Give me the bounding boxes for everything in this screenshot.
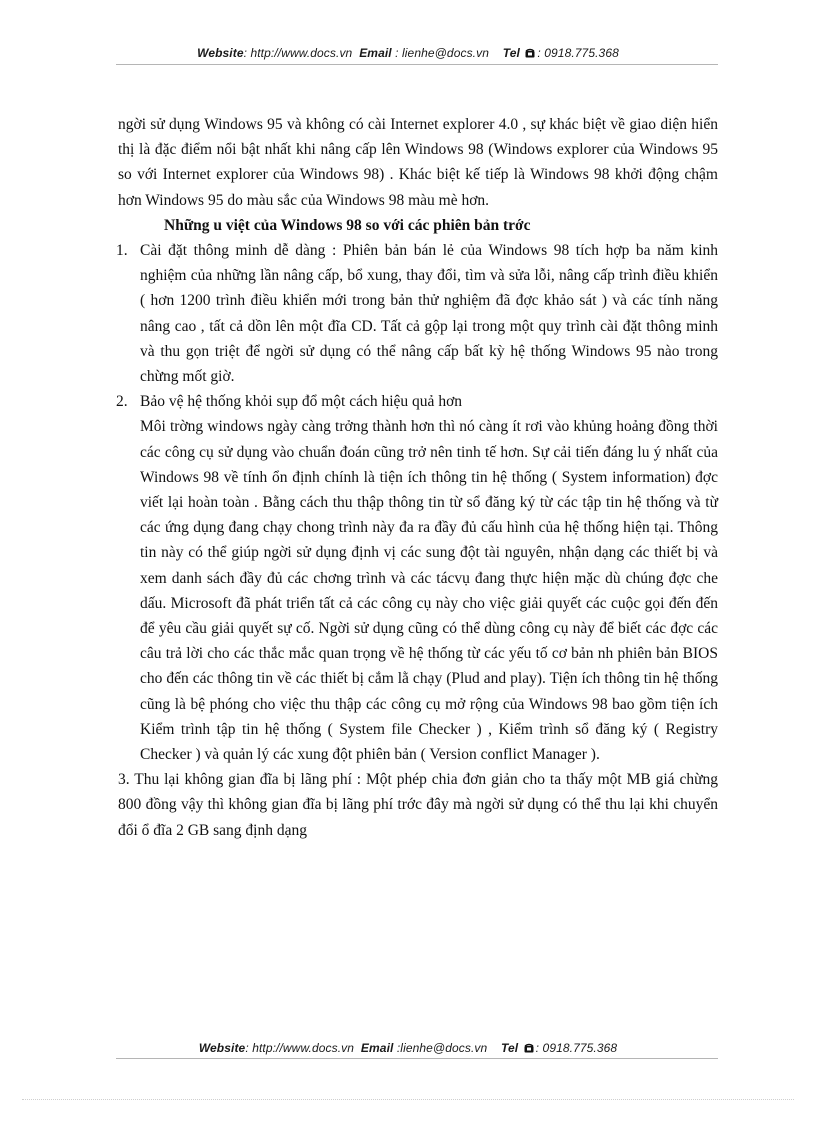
list-item-1 <box>118 238 718 389</box>
phone-icon <box>525 48 535 58</box>
list-number: 1. <box>116 242 128 260</box>
page-footer <box>0 1041 816 1055</box>
email-value: : lienhe@docs.vn <box>395 46 489 60</box>
list-item-2 <box>118 389 718 414</box>
tel-value: : 0918.775.368 <box>537 46 619 60</box>
website-label: Website <box>197 46 244 60</box>
email-label: Email <box>359 46 392 60</box>
list-number: 2. <box>116 393 128 411</box>
document-body <box>118 112 718 843</box>
website-value: : http://www.docs.vn <box>245 1041 355 1055</box>
list-title: Bảo vệ hệ thống khỏi sụp đổ một cách hiệu quả hơn <box>140 393 463 411</box>
intro-paragraph: ngời sử dụng Windows 95 và không có cài Internet explorer 4.0 , sự khác biệt về giao diện hiển thị là đặc điểm nổi bật nhất khi nâng cấp lên Windows 98 (Windows explorer của Windows 95 so với Internet explorer của Windows 98) . Khác biệt kế tiếp là Windows 98 khởi động chậm hơn Windows 95 do màu sắc của Windows 98 màu mè hơn. <box>118 116 718 209</box>
page-edge-dotted-line <box>22 1099 794 1100</box>
tel-label: Tel <box>502 46 520 60</box>
list-text: Cài đặt thông minh dễ dàng : Phiên bản bán lẻ của Windows 98 tích hợp ba năm kinh nghiệm của những lần nâng cấp, bổ xung, thay đổi, tìm và sửa lỗi, nâng cấp trình điều khiển ( hơn 1200 trình điều khiển mới trong bản thử nghiệm đã đợc khảo sát ) và các tính năng nâng cao , tất cả dồn lên một đĩa CD. Tất cả gộp lại trong một quy trình cài đặt thông minh và thu gọn triệt để ngời sử dụng có thể nâng cấp bất kỳ hệ thống Windows 95 nào trong chừng mốt giờ. <box>140 242 718 386</box>
website-value: : http://www.docs.vn <box>243 46 353 60</box>
website-label: Website <box>198 1041 246 1055</box>
tel-label: Tel <box>501 1041 519 1055</box>
phone-icon <box>524 1043 534 1053</box>
section-heading: Những u việt của Windows 98 so với các phiên bản trớc <box>164 216 531 234</box>
item-3-paragraph: 3. Thu lại không gian đĩa bị lãng phí : Một phép chia đơn giản cho ta thấy một MB giá chừng 800 đồng vậy thì không gian đĩa bị lãng phí trớc đây mà ngời sử dụng có thể thu lại khi chuyển đổi ổ đĩa 2 GB sang định dạng <box>118 771 718 839</box>
page-header <box>0 46 816 60</box>
email-value: :lienhe@docs.vn <box>396 1041 488 1055</box>
item-2-paragraph: Môi trờng windows ngày càng trởng thành hơn thì nó càng ít rơi vào khủng hoảng đồng thời các công cụ sử dụng vào chuẩn đoán cũng trở nên tinh tế hơn. Sự cải tiến đáng lu ý nhất của Windows 98 về tính ổn định chính là tiện ích thông tin hệ thống ( System information) đợc viết lại hoàn toàn . Bằng cách thu thập thông tin từ sổ đăng ký từ các tập tin hệ thống và từ các ứng dụng đang chạy chong trình này đa ra đầy đủ cấu hình của hệ thống hiện tại. Thông tin này có thể giúp ngời sử dụng định vị các sung đột tài nguyên, nhận dạng các thiết bị và xem danh sách đầy đủ các chơng trình và các tácvụ đang thực hiện mặc dù chúng đợc che dấu. Microsoft đã phát triển tất cả các công cụ này cho việc giải quyết các cuộc gọi đến đến để yêu cầu giải quyết sự cố. Ngời sử dụng cũng có thể dùng công cụ này để biết các đợc các câu trả lời cho các thắc mắc quan trọng về hệ thống từ các yếu tố cơ bản nh phiên bản BIOS cho đến các thông tin về các thiết bị cắm lằ chạy (Plud and play). Tiện ích thông tin hệ thống cũng là bệ phóng cho việc thu thập các công cụ mở rộng của Windows 98 bao gồm tiện ích Kiểm trình tập tin hệ thống ( System file Checker ) , Kiểm trình sổ đăng ký ( Registry Checker ) và quản lý các xung đột phiên bản ( Version conflict Manager ). <box>140 418 718 764</box>
email-label: Email <box>360 1041 394 1055</box>
header-rule <box>116 64 718 65</box>
footer-rule <box>116 1058 718 1059</box>
tel-value: : 0918.775.368 <box>535 1041 618 1055</box>
